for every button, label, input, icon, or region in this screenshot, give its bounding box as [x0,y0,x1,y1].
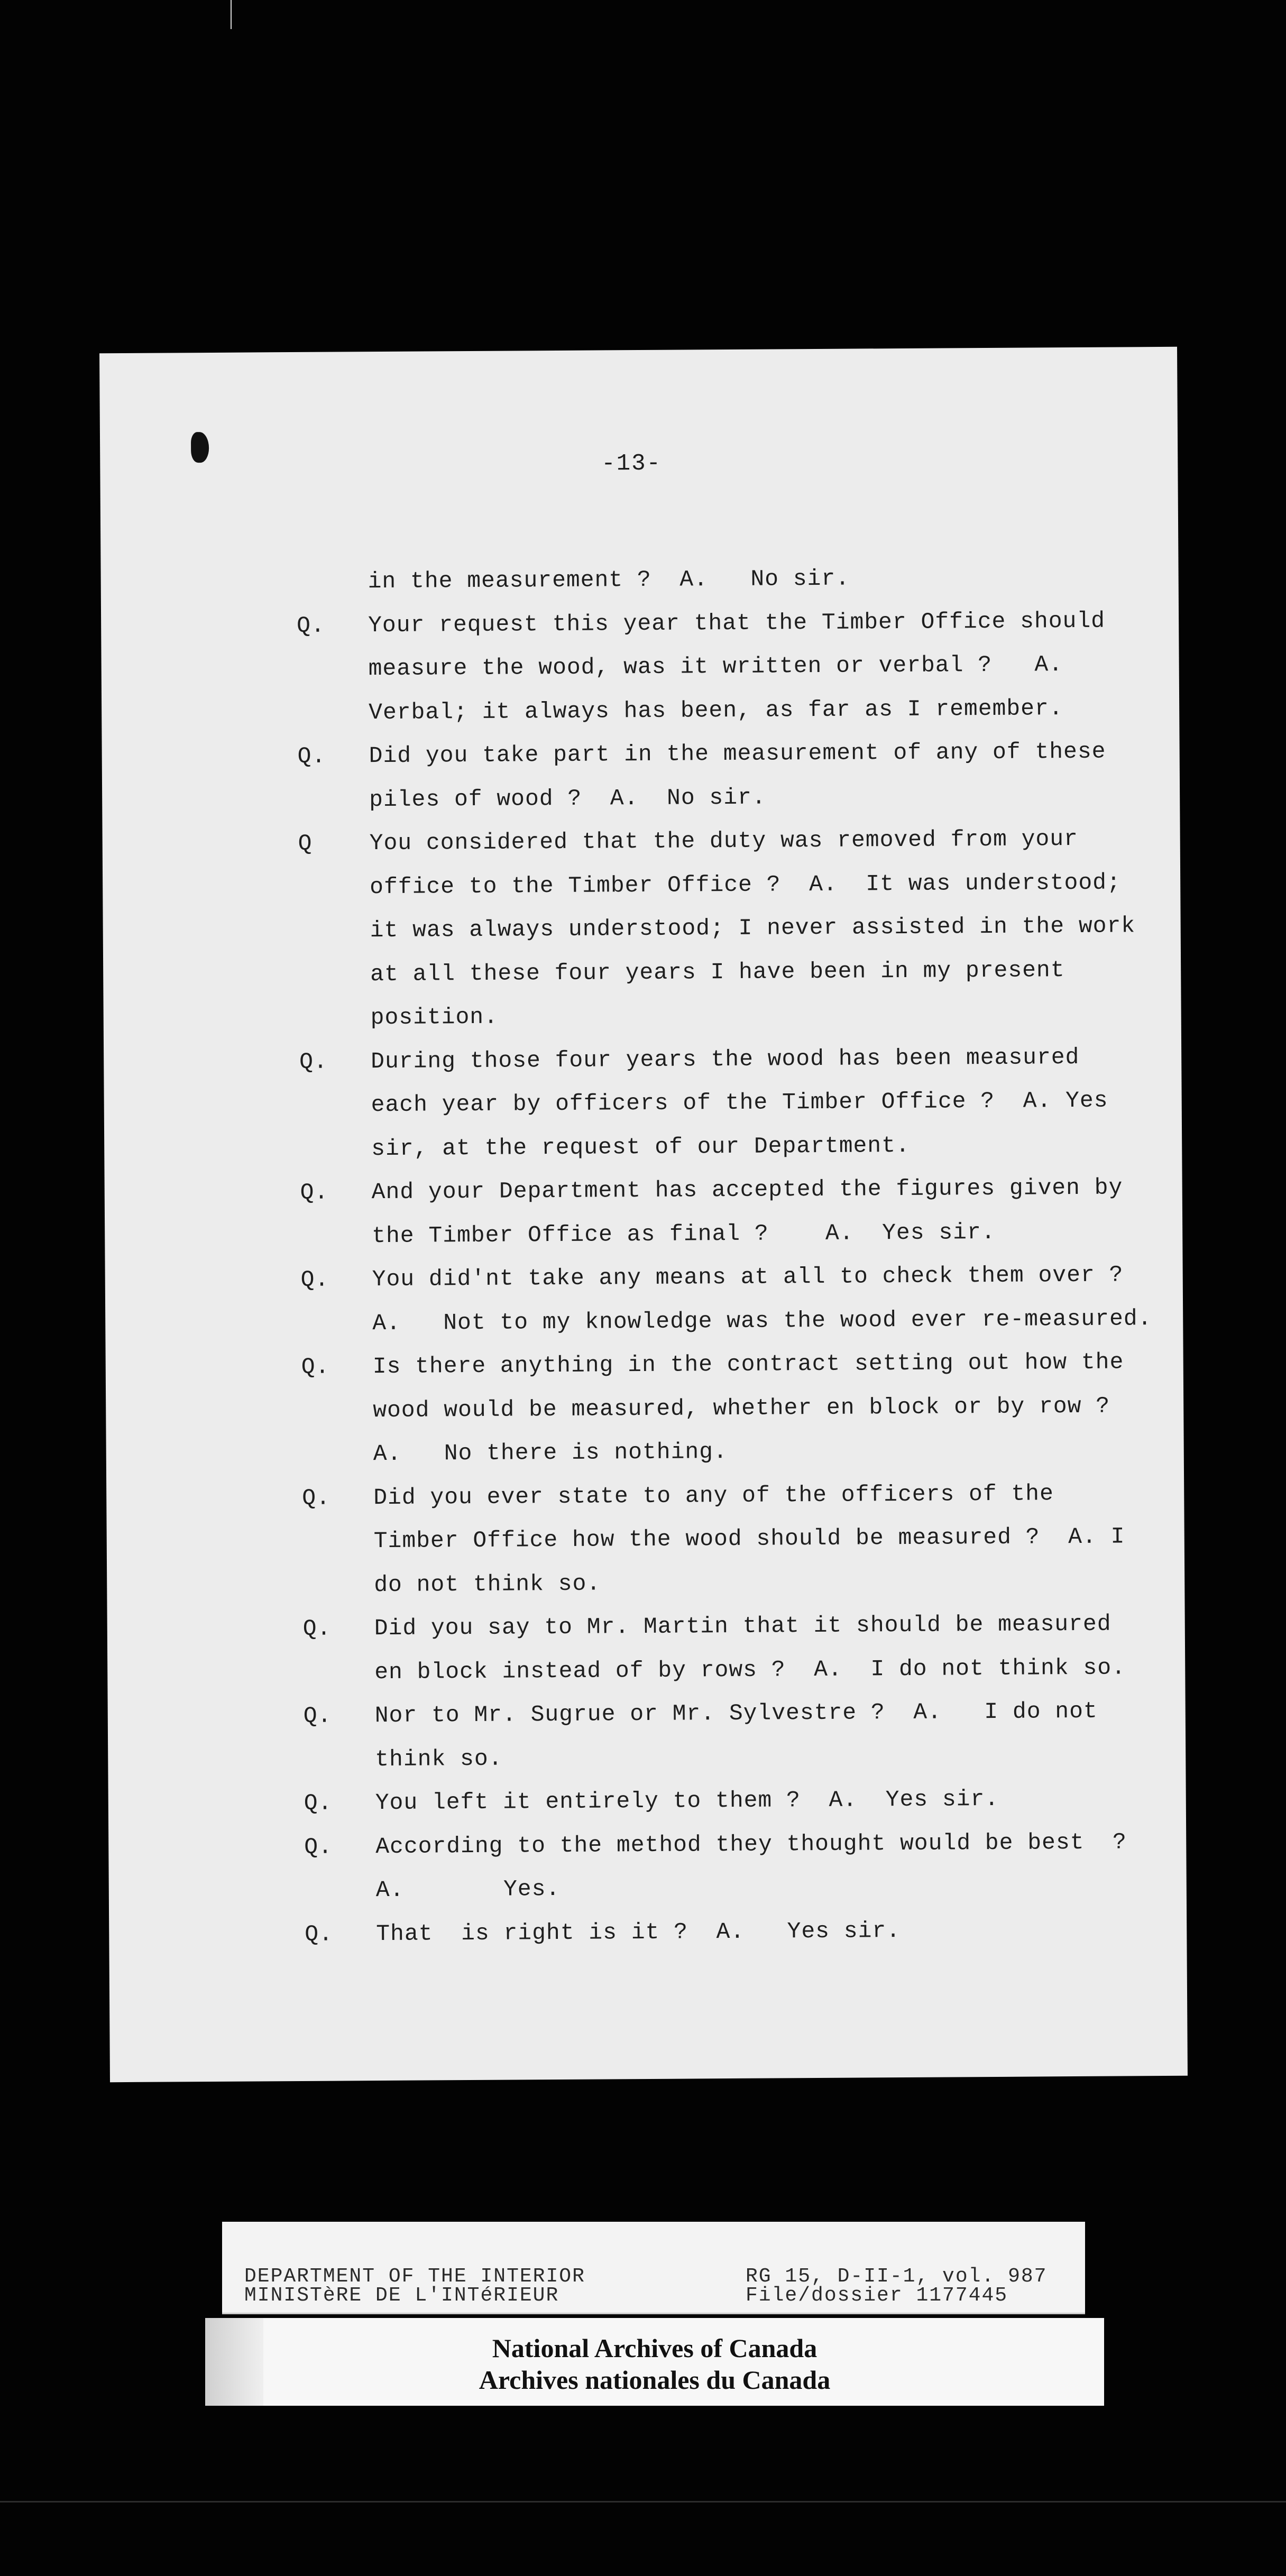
transcript-line: You left it entirely to them ? A. Yes sir. [375,1786,999,1816]
film-edge-rule [0,2501,1286,2503]
transcript-line: piles of wood ? A. No sir. [369,784,766,813]
department-name-en: DEPARTMENT OF THE INTERIOR [244,2265,585,2288]
transcript-line: in the measurement ? A. No sir. [368,565,850,595]
transcript-line: the Timber Office as final ? A. Yes sir. [372,1219,996,1249]
transcript-line: Did you ever state to any of the officers of the [373,1480,1054,1511]
transcript-line: During those four years the wood has been measured [371,1044,1080,1074]
transcript-line: measure the wood, was it written or verbal ? A. [368,651,1063,682]
department-name-fr: MINISTèRE DE L'INTéRIEUR [244,2284,559,2307]
page-number: -13- [601,450,662,477]
question-marker: Q. [297,743,326,769]
transcript-line: Timber Office how the wood should be measured ? A. I [373,1523,1125,1554]
transcript-line: position. [370,1004,499,1031]
transcript-line: Nor to Mr. Sugrue or Mr. Sylvestre ? A. I do not [374,1698,1098,1729]
transcript-line: A. Yes. [375,1875,561,1903]
archives-banner [205,2318,1104,2406]
transcript-line: Did you take part in the measurement of any of these [369,738,1106,769]
question-marker: Q. [303,1703,332,1729]
archive-reference-label [222,2222,1085,2314]
transcript-line: Did you say to Mr. Martin that it should be measured [374,1611,1112,1642]
transcript-line: sir, at the request of our Department. [371,1132,910,1162]
transcript-line: it was always understood; I never assisted in the work [370,913,1136,944]
transcript-line: Is there anything in the contract setting out how the [372,1349,1124,1380]
transcript-line: According to the method they thought would be best ? [375,1828,1127,1860]
film-scratch [231,0,232,29]
transcript-line: do not think so. [374,1570,601,1598]
transcript-line: en block instead of by rows ? A. I do not think so. [374,1654,1126,1685]
transcript-line: think so. [375,1745,503,1772]
archives-name-fr: Archives nationales du Canada [479,2365,831,2395]
question-marker: Q. [297,612,325,639]
transcript-line: You did'nt take any means at all to check them over ? [372,1262,1124,1293]
transcript-line: And your Department has accepted the figures given by [371,1174,1123,1206]
record-group-reference: RG 15, D-II-1, vol. 987 [746,2265,1048,2288]
transcript-text [99,347,1188,2082]
file-number: File/dossier 1177445 [746,2284,1008,2307]
transcript-line: A. No there is nothing. [373,1439,728,1467]
transcript-line: wood would be measured, whether en block or by row ? [373,1393,1110,1423]
typed-page [99,347,1188,2082]
transcript-line: each year by officers of the Timber Office ? A. Yes [371,1087,1108,1118]
transcript-line: office to the Timber Office ? A. It was understood; [370,869,1121,900]
transcript-line: Your request this year that the Timber Office should [368,608,1106,638]
archives-name-en: National Archives of Canada [492,2333,817,2363]
transcript-line: Verbal; it always has been, as far as I remember. [369,695,1063,725]
question-marker: Q. [305,1921,334,1947]
question-marker: Q. [304,1790,333,1816]
question-marker: Q. [300,1179,329,1206]
question-marker: Q. [301,1354,330,1380]
question-marker: Q. [302,1615,332,1642]
question-marker: Q. [302,1485,331,1511]
question-marker: Q. [299,1048,328,1075]
transcript-line: at all these four years I have been in my present [370,956,1065,987]
transcript-line: That is right is it ? A. Yes sir. [376,1917,901,1947]
transcript-line: A. Not to my knowledge was the wood ever re-measured. [372,1305,1152,1336]
question-marker: Q [298,830,313,857]
transcript-line: You considered that the duty was removed from your [369,825,1079,857]
question-marker: Q. [304,1834,333,1860]
question-marker: Q. [300,1266,329,1293]
